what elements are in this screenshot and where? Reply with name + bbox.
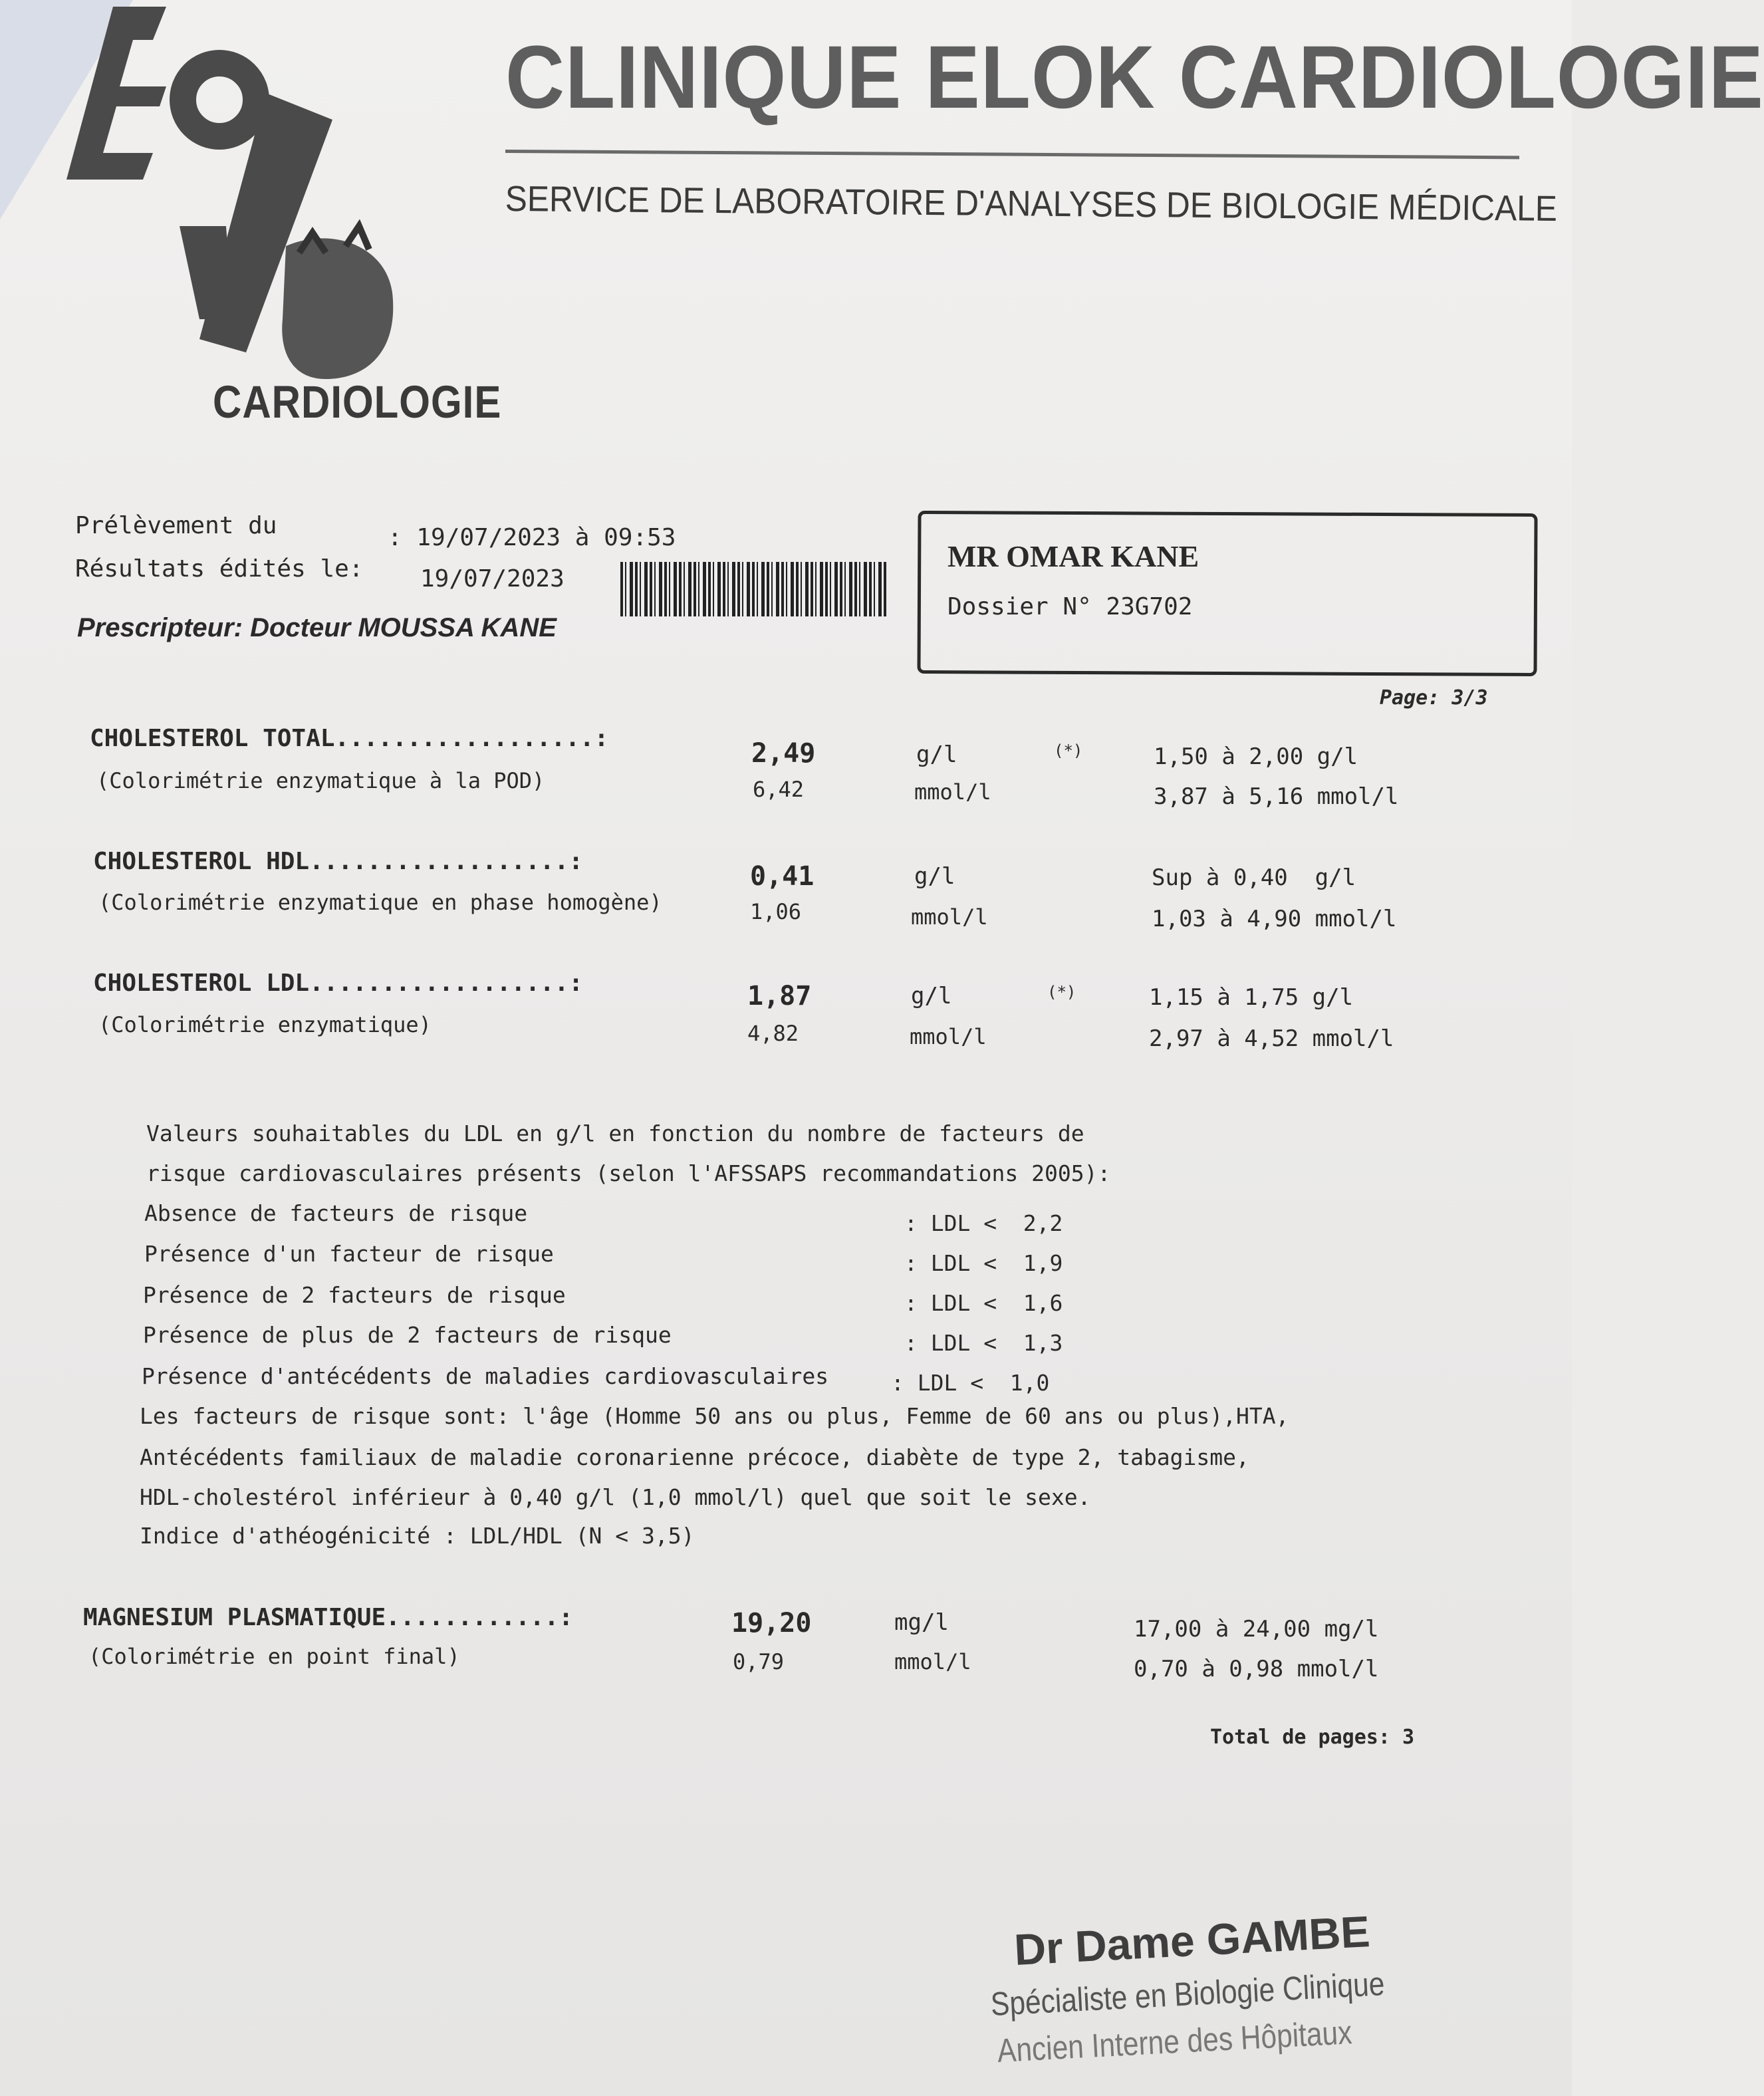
test-unit-si: mmol/l xyxy=(914,779,991,805)
test-name: CHOLESTEROL LDL xyxy=(93,970,310,997)
test-value: 1,87 xyxy=(747,981,812,1011)
dossier-number: Dossier N° 23G702 xyxy=(947,593,1193,620)
test-dots: ............: xyxy=(386,1604,573,1631)
test-reference: 17,00 à 24,00 mg/l xyxy=(1134,1616,1379,1642)
test-reference-si: 1,03 à 4,90 mmol/l xyxy=(1152,906,1397,932)
test-value-si: 6,42 xyxy=(753,777,805,802)
criterion-value: : LDL < 1,0 xyxy=(891,1370,1050,1396)
test-method: (Colorimétrie enzymatique) xyxy=(98,1012,432,1037)
test-reference: 1,15 à 1,75 g/l xyxy=(1149,984,1354,1011)
test-unit: g/l xyxy=(914,863,955,890)
doctor-name: Dr Dame GAMBE xyxy=(1013,1906,1372,1974)
logo-k-stroke xyxy=(180,226,233,319)
test-value: 19,20 xyxy=(731,1608,812,1638)
criterion-value: : LDL < 1,3 xyxy=(904,1330,1063,1356)
criterion-label: Présence de plus de 2 facteurs de risque xyxy=(143,1322,672,1348)
test-dots: ..................: xyxy=(309,848,583,875)
abnormal-flag: (*) xyxy=(1047,983,1076,1001)
test-unit: mg/l xyxy=(894,1609,949,1636)
clinic-logo xyxy=(66,7,492,439)
test-name: CHOLESTEROL TOTAL xyxy=(90,725,335,752)
test-reference-si: 0,70 à 0,98 mmol/l xyxy=(1134,1656,1379,1682)
prescripteur: Prescripteur: Docteur MOUSSA KANE xyxy=(77,613,557,642)
test-value: 2,49 xyxy=(751,738,816,769)
resultats-label: Résultats édités le: xyxy=(75,555,364,583)
test-reference-si: 2,97 à 4,52 mmol/l xyxy=(1149,1025,1394,1052)
abnormal-flag: (*) xyxy=(1054,741,1083,760)
criterion-value: : LDL < 1,9 xyxy=(904,1250,1063,1276)
test-dots: ..................: xyxy=(334,725,609,752)
test-reference: Sup à 0,40 g/l xyxy=(1152,864,1356,891)
test-unit: g/l xyxy=(911,983,952,1009)
criterion-value: : LDL < 1,6 xyxy=(904,1290,1063,1316)
criterion-label: Présence d'un facteur de risque xyxy=(144,1241,554,1267)
test-value: 0,41 xyxy=(750,861,815,892)
logo-heart xyxy=(282,238,393,379)
logo-letter-e xyxy=(66,7,166,180)
resultats-value: 19/07/2023 xyxy=(420,565,565,592)
sample-barcode xyxy=(620,562,886,616)
doctor-affiliation: Ancien Interne des Hôpitaux xyxy=(996,2014,1353,2069)
prelevement-label: Prélèvement du xyxy=(75,512,277,539)
risk-factors-text: HDL-cholestérol inférieur à 0,40 g/l (1,0 mmol/l) quel que soit le sexe. xyxy=(140,1484,1091,1510)
criterion-label: Absence de facteurs de risque xyxy=(144,1200,528,1226)
atherogenicity-index: Indice d'athéogénicité : LDL/HDL (N < 3,5) xyxy=(140,1523,695,1549)
logo-wordmark: CARDIOLOGIE xyxy=(213,376,502,428)
doctor-title: Spécialiste en Biologie Clinique xyxy=(989,1965,1386,2023)
risk-factors-text: Antécédents familiaux de maladie coronarienne précoce, diabète de type 2, tabagisme, xyxy=(140,1444,1249,1470)
clinic-title: CLINIQUE ELOK CARDIOLOGIE xyxy=(505,28,1764,127)
prelevement-value: : 19/07/2023 à 09:53 xyxy=(388,524,676,551)
test-name: CHOLESTEROL HDL xyxy=(93,848,310,875)
notes-intro: Valeurs souhaitables du LDL en g/l en fonction du nombre de facteurs de xyxy=(146,1120,1084,1146)
test-value-si: 1,06 xyxy=(750,899,802,924)
risk-factors-text: Les facteurs de risque sont: l'âge (Homme 50 ans ou plus, Femme de 60 ans ou plus),HTA, xyxy=(140,1403,1289,1429)
test-unit: g/l xyxy=(916,741,957,768)
criterion-value: : LDL < 2,2 xyxy=(904,1210,1063,1236)
service-subtitle: SERVICE DE LABORATOIRE D'ANALYSES DE BIOLOGIE MÉDICALE xyxy=(505,178,1558,229)
test-method: (Colorimétrie en point final) xyxy=(88,1644,460,1669)
criterion-label: Présence de 2 facteurs de risque xyxy=(143,1282,566,1308)
test-name: MAGNESIUM PLASMATIQUE xyxy=(83,1604,386,1631)
header-divider xyxy=(505,150,1519,159)
test-reference: 1,50 à 2,00 g/l xyxy=(1154,743,1358,770)
test-unit-si: mmol/l xyxy=(911,904,988,930)
page-indicator: Page: 3/3 xyxy=(1380,686,1488,710)
test-unit-si: mmol/l xyxy=(894,1649,971,1674)
notes-intro: risque cardiovasculaires présents (selon l'AFSSAPS recommandations 2005): xyxy=(146,1160,1111,1186)
test-method: (Colorimétrie enzymatique à la POD) xyxy=(96,768,545,793)
logo-circle xyxy=(183,63,256,136)
patient-name: MR OMAR KANE xyxy=(947,539,1199,573)
test-reference-si: 3,87 à 5,16 mmol/l xyxy=(1154,783,1399,810)
test-unit-si: mmol/l xyxy=(910,1024,987,1049)
test-method: (Colorimétrie enzymatique en phase homogène) xyxy=(98,890,662,915)
total-pages: Total de pages: 3 xyxy=(1210,1726,1415,1749)
test-value-si: 0,79 xyxy=(733,1649,785,1674)
test-value-si: 4,82 xyxy=(747,1021,799,1046)
test-dots: ..................: xyxy=(309,970,583,997)
criterion-label: Présence d'antécédents de maladies cardiovasculaires xyxy=(142,1363,829,1389)
